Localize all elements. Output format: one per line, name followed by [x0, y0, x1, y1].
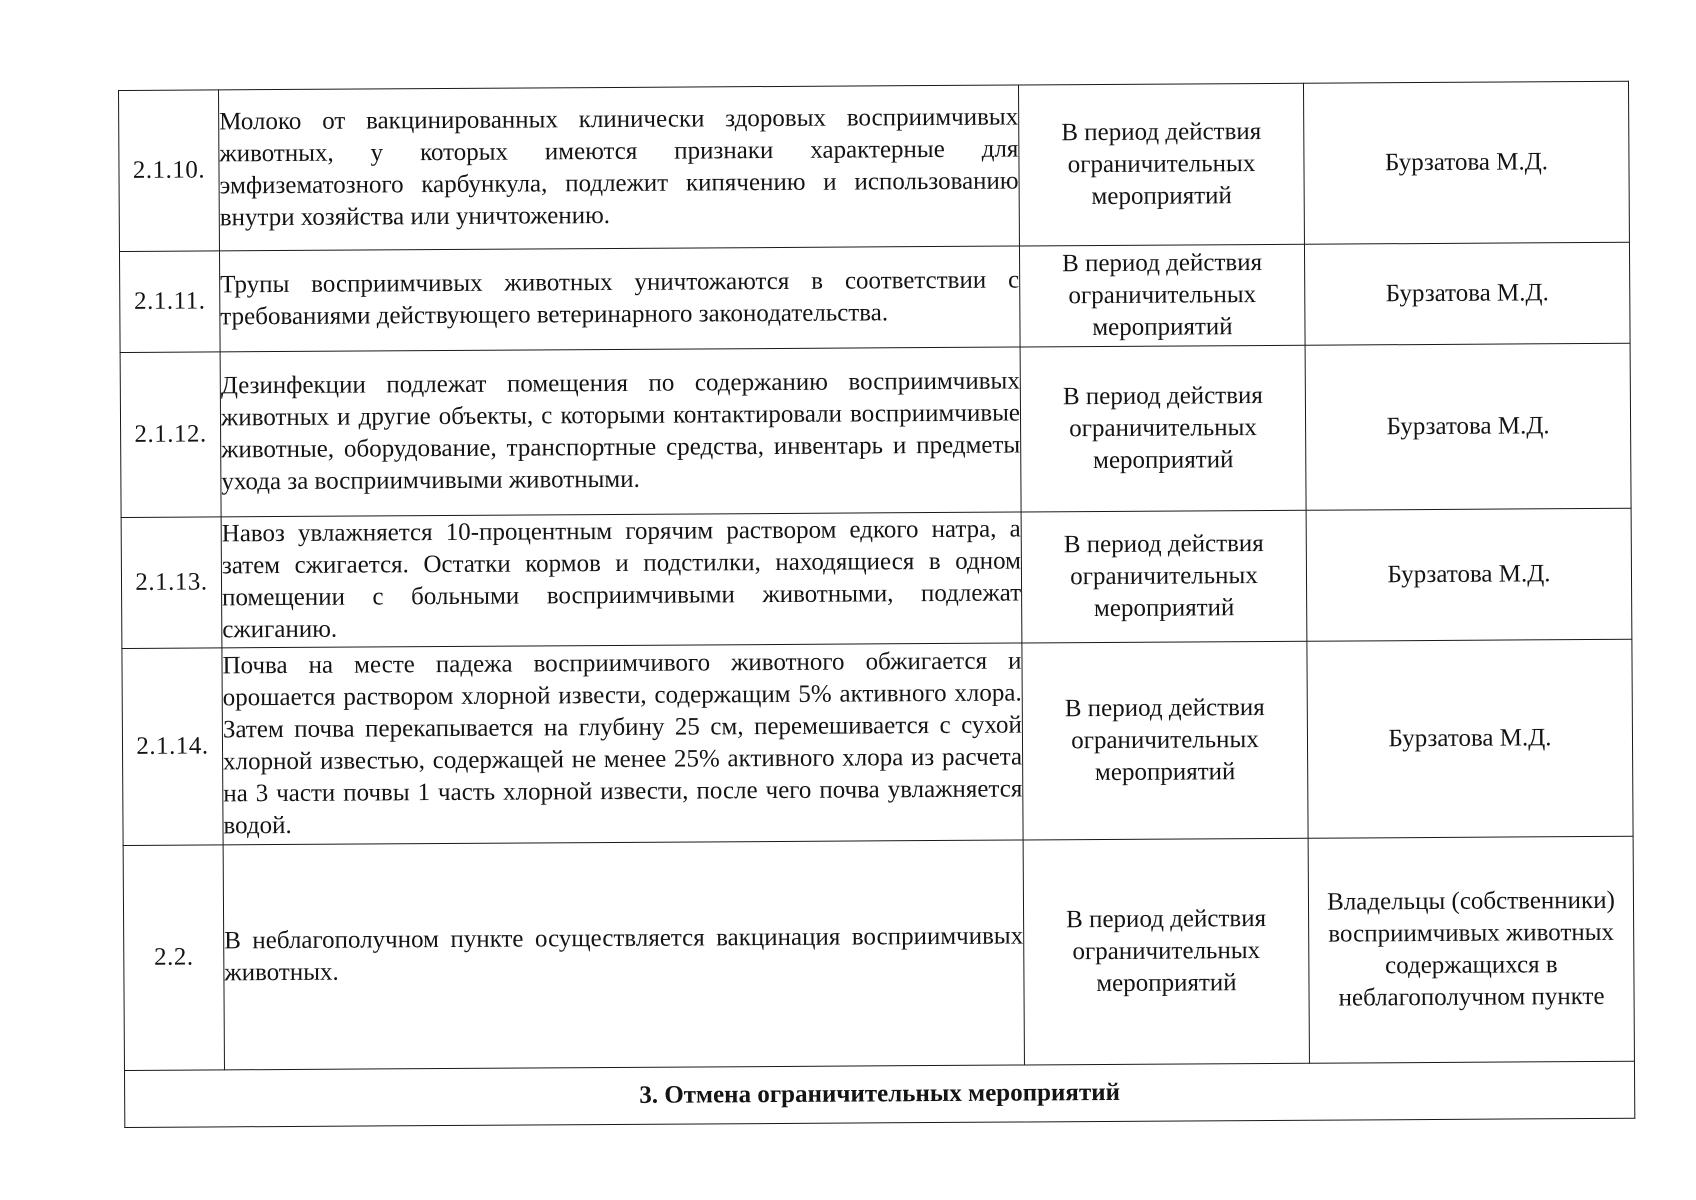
table-row — [120, 343, 1631, 517]
item-responsible: Владельцы (собственники) восприимчивых животных содержащихся в неблагополучном пункте — [1308, 836, 1634, 1063]
item-description: Дезинфекции подлежат помещения по содержанию восприимчивых животных и другие объекты, с которыми контактировали восприимчивые животные, оборудование, транспортные средства, инвентарь и предметы ухода за восприимчивыми животными. — [220, 347, 1021, 517]
item-responsible: Бурзатова М.Д. — [1304, 242, 1630, 345]
table-row — [123, 836, 1634, 1070]
section-heading: 3. Отмена ограничительных мероприятий — [124, 1061, 1634, 1127]
item-number: 2.1.14. — [122, 648, 223, 846]
section-row — [124, 1061, 1634, 1127]
item-responsible: Бурзатова М.Д. — [1306, 508, 1632, 641]
item-term: В период действия ограничительных мероприятий — [1021, 510, 1307, 643]
item-responsible: Бурзатова М.Д. — [1305, 343, 1631, 510]
item-number: 2.1.11. — [119, 251, 220, 353]
item-term: В период действия ограничительных мероприятий — [1018, 83, 1304, 246]
item-term: В период действия ограничительных мероприятий — [1023, 838, 1309, 1065]
table-row — [121, 508, 1632, 648]
item-responsible: Бурзатова М.Д. — [1307, 639, 1633, 838]
item-number: 2.1.13. — [121, 517, 222, 649]
item-description: В неблагополучном пункте осуществляется вакцинация восприимчивых животных. — [223, 840, 1024, 1070]
measures-table — [118, 81, 1635, 1128]
item-term: В период действия ограничительных мероприятий — [1020, 345, 1306, 512]
item-responsible: Бурзатова М.Д. — [1303, 81, 1629, 244]
item-number: 2.2. — [123, 845, 224, 1071]
item-description: Навоз увлажняется 10-процентным горячим раствором едкого натра, а затем сжигается. Остатки кормов и подстилки, находящиеся в одном помещении с больными восприимчивыми животными, подлежат сжиганию. — [221, 512, 1022, 648]
table-row — [119, 242, 1630, 352]
item-term: В период действия ограничительных мероприятий — [1022, 641, 1308, 840]
item-description: Молоко от вакцинированных клинически здоровых восприимчивых животных, у которых имеются признаки характерные для эмфизематозного карбункула, подлежит кипячению и использованию внутри хозяйства или уничтожению. — [219, 85, 1020, 251]
item-number: 2.1.10. — [119, 90, 220, 252]
table-row — [119, 81, 1630, 251]
item-number: 2.1.12. — [120, 352, 221, 518]
item-description: Почва на месте падежа восприимчивого животного обжигается и орошается раствором хлорной извести, содержащим 5% активного хлора. Затем почва перекапывается на глубину 25 см, перемешивается с сухой хлорной известью, содержащей не менее 25% активного хлора из расчета на 3 части почвы 1 часть хлорной извести, после чего почва увлажняется водой. — [222, 643, 1023, 845]
measures-table-wrapper — [118, 81, 1634, 1128]
item-description: Трупы восприимчивых животных уничтожаются в соответствии с требованиями действующего ветеринарного законодательства. — [219, 246, 1020, 352]
table-row — [122, 639, 1633, 845]
item-term: В период действия ограничительных мероприятий — [1019, 244, 1305, 347]
